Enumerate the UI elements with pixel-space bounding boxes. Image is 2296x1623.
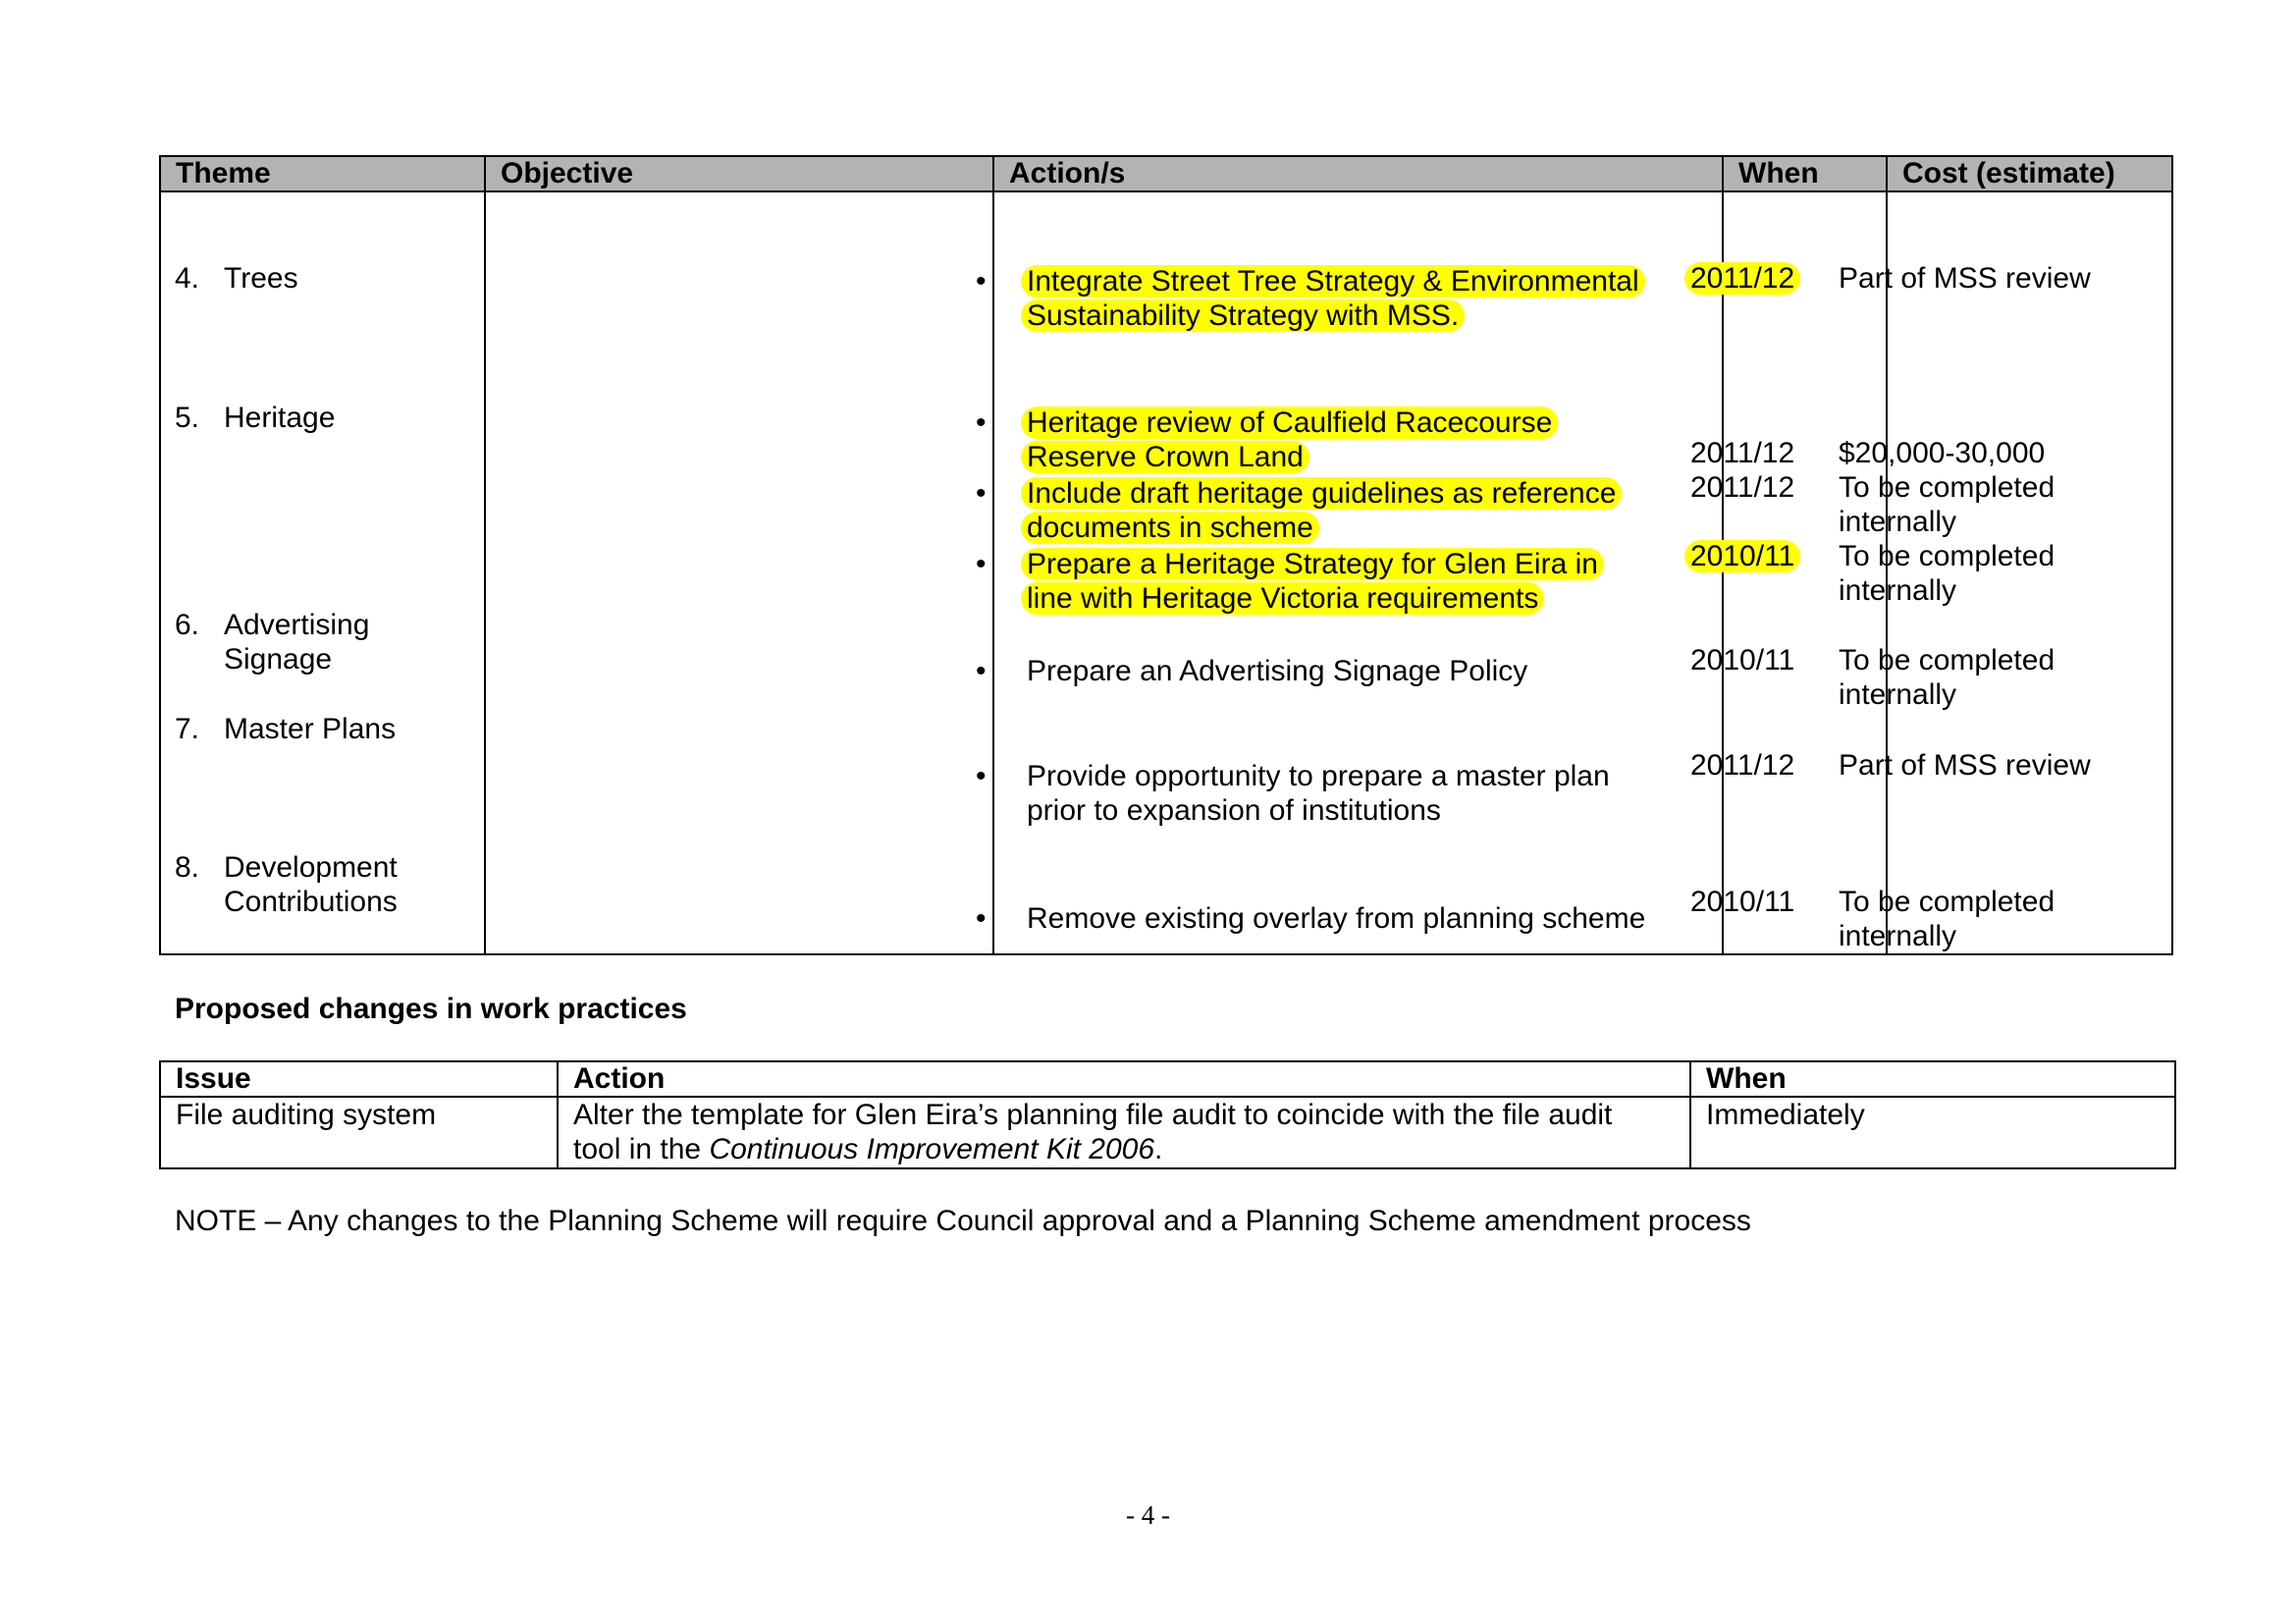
issue-cell: File auditing system (160, 1097, 558, 1168)
header-issue: Issue (160, 1061, 558, 1097)
bullet-icon: • (976, 406, 987, 439)
theme-item: 8. Development Contributions (175, 851, 398, 918)
header-when: When (1690, 1061, 2175, 1097)
bullet-icon: • (976, 548, 987, 580)
theme-item: 6. Advertising Signage (175, 609, 370, 676)
when-value: 2011/12 (1690, 261, 1800, 296)
cost-value: Part of MSS review (1839, 262, 2091, 295)
note-text: NOTE – Any changes to the Planning Scheme will require Council approval and a Planning Scheme amendment process (175, 1205, 1751, 1237)
theme-item: 5. Heritage (175, 402, 336, 434)
header-when: When (1723, 156, 1887, 191)
when-value: 2011/12 (1690, 749, 1795, 782)
cost-value: To be completed internally (1839, 540, 2056, 607)
cost-value: Part of MSS review (1839, 749, 2091, 782)
header-actions: Action/s (993, 156, 1723, 191)
bullet-icon: • (976, 760, 987, 792)
practice-table (159, 1060, 2176, 1169)
when-value: 2010/11 (1690, 644, 1795, 676)
bullet-icon: • (976, 902, 987, 935)
header-theme: Theme (160, 156, 485, 191)
bullet-icon: • (976, 477, 987, 510)
header-objective: Objective (485, 156, 993, 191)
cost-value: To be completed internally (1839, 886, 2056, 952)
table-row (160, 1097, 2175, 1168)
page-number: - 4 - (1126, 1500, 1170, 1530)
cost-value: $20,000-30,000 (1839, 437, 2046, 469)
theme-item: 7. Master Plans (175, 713, 397, 745)
action-cell: Alter the template for Glen Eira’s planning file audit to coincide with the file audit tool in the Continuous Improvement Kit 2006. (558, 1097, 1690, 1168)
section-heading: Proposed changes in work practices (175, 993, 687, 1025)
cost-value: To be completed internally (1839, 644, 2056, 711)
header-cost: Cost (estimate) (1887, 156, 2172, 191)
bullet-icon: • (976, 265, 987, 298)
theme-item: 4. Trees (175, 262, 298, 295)
when-value: 2011/12 (1690, 471, 1795, 504)
header-action: Action (558, 1061, 1690, 1097)
when-value: 2010/11 (1690, 886, 1795, 918)
when-cell: Immediately (1690, 1097, 2175, 1168)
when-value: 2011/12 (1690, 437, 1795, 469)
objective-cell (485, 191, 993, 954)
cost-value: To be completed internally (1839, 471, 2056, 538)
theme-cell (160, 191, 485, 954)
bullet-icon: • (976, 655, 987, 687)
when-value: 2010/11 (1690, 539, 1800, 573)
